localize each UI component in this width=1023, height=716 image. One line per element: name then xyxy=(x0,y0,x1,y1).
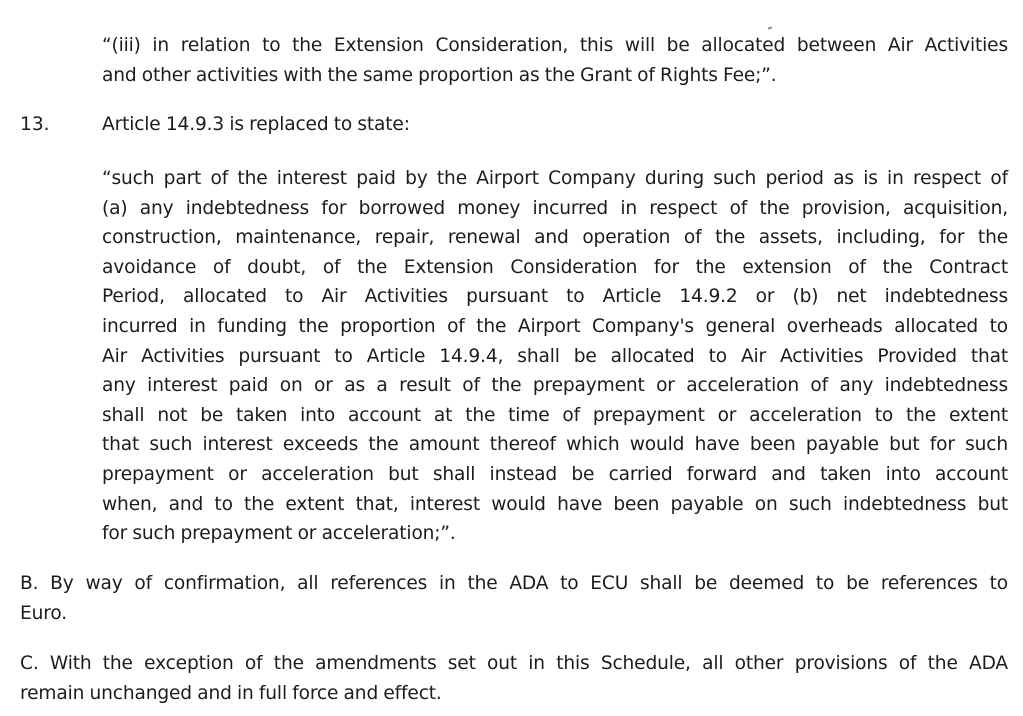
text-line: that such interest exceeds the amount thereof which would have been payable but for such xyxy=(102,434,1008,456)
text-line: construction, maintenance, repair, renewal and operation of the assets, including, for the xyxy=(102,227,1008,249)
text-line: any interest paid on or as a result of the prepayment or acceleration of any indebtedness xyxy=(102,375,1008,397)
text-line: for such prepayment or acceleration;”. xyxy=(102,523,456,545)
text-line: Article 14.9.3 is replaced to state: xyxy=(102,114,410,135)
quoted-article-14-9-3 xyxy=(102,164,1008,549)
paragraph-b xyxy=(20,569,1008,628)
text-line: Euro. xyxy=(20,602,67,624)
text-line: “(iii) in relation to the Extension Consideration, this will be allocated between Air Activities xyxy=(102,35,1008,56)
item-heading xyxy=(102,110,1008,140)
text-line: B. By way of confirmation, all references in the ADA to ECU shall be deemed to be references to xyxy=(20,573,1008,594)
text-line: and other activities with the same proportion as the Grant of Rights Fee;”. xyxy=(102,64,777,86)
text-line: “such part of the interest paid by the Airport Company during such period as is in respect of xyxy=(102,168,1008,189)
item-number: 13. xyxy=(20,114,50,135)
quoted-clause-iii xyxy=(102,31,1008,90)
text-line: shall not be taken into account at the time of prepayment or acceleration to the extent xyxy=(102,404,1008,426)
text-line: remain unchanged and in full force and effect. xyxy=(20,682,442,704)
text-line: when, and to the extent that, interest would have been payable on such indebtedness but xyxy=(102,493,1008,515)
text-line: avoidance of doubt, of the Extension Consideration for the extension of the Contract xyxy=(102,256,1008,278)
text-line: (a) any indebtedness for borrowed money incurred in respect of the provision, acquisition, xyxy=(102,197,1008,219)
text-line: prepayment or acceleration but shall instead be carried forward and taken into account xyxy=(102,463,1008,485)
paragraph-c xyxy=(20,649,1008,708)
scan-artifact xyxy=(768,26,772,29)
text-line: incurred in funding the proportion of the Airport Company's general overheads allocated to xyxy=(102,315,1008,337)
text-line: C. With the exception of the amendments set out in this Schedule, all other provisions of the ADA xyxy=(20,653,1008,674)
text-line: Period, allocated to Air Activities pursuant to Article 14.9.2 or (b) net indebtedness xyxy=(102,286,1008,308)
text-line: Air Activities pursuant to Article 14.9.4, shall be allocated to Air Activities Provided that xyxy=(102,345,1008,367)
